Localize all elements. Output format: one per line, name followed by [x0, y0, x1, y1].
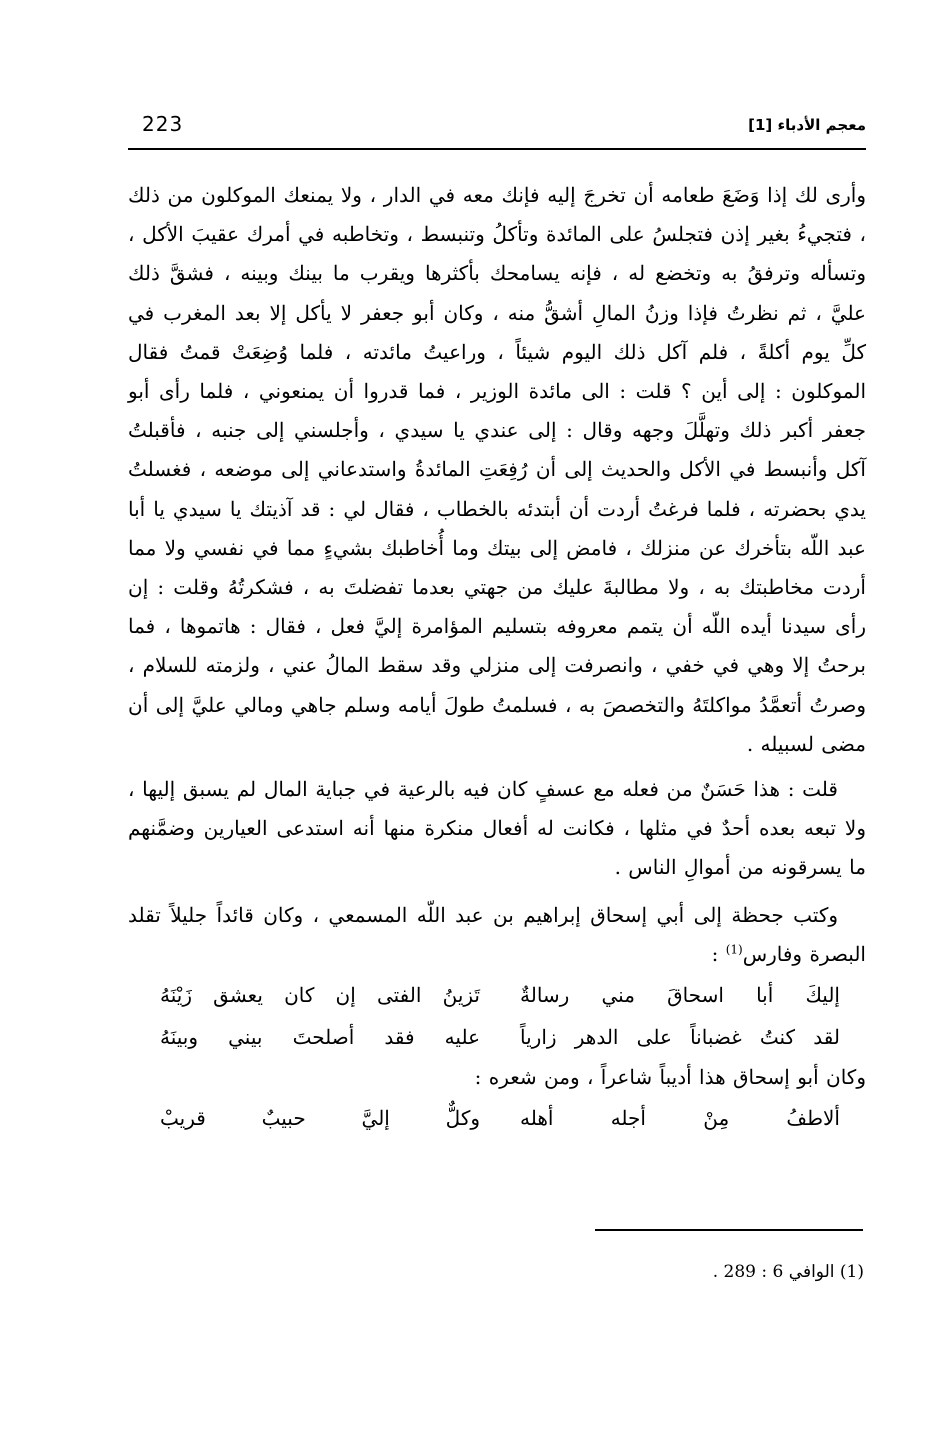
verse-2-second-hemistich: عليه فقد أصلحتَ بيني وبينَهُ	[160, 1025, 480, 1050]
page-number: 223	[142, 112, 184, 136]
paragraph-1: وأرى لك إذا وَضَعَ طعامه أن تخرجَ إليه فإنك معه في الدار ، ولا يمنعك الموكلون من ذلك ، فتجيءُ بغير إذن فتجلسُ على المائدة وتأكلُ وتنبسط ، وتخاطبه في أمرك عقيبَ الأكل ، وتسأله وترفقُ به وتخضع له ، فإنه يسامحك بأكثرها ويقرب ما بينك وبينه ، فشقَّ ذلك عليَّ ، ثم نظرتُ فإذا وزنُ المالِ أشقُّ منه ، وكان أبو جعفر لا يأكل إلا بعد المغرب في كلِّ يوم أكلةً ، فلم آكل ذلك اليوم شيئاً ، وراعيتُ مائدته ، فلما وُضِعَتْ قمتُ فقال الموكلون : إلى أين ؟ قلت : الى مائدة الوزير ، فما قدروا أن يمنعوني ، فلما رأى أبو جعفر أكبر ذلك وتهلَّلَ وجهه وقال : إلى عندي يا سيدي ، وأجلسني إلى جنبه ، فأقبلتُ آكل وأنبسط في الأكل والحديث إلى أن رُفِعَتِ المائدةُ واستدعاني إلى موضعه ، فغسلتُ يدي بحضرته ، فلما فرغتُ أردت أن أبتدئه بالخطاب ، فقال لي : قد آذيتك يا سيدي يا أبا عبد اللّه بتأخرك عن منزلك ، فامض إلى بيتك وما أُخاطبك بشيءٍ مما في نفسي ولا مما أردت مخاطبتك به ، ولا مطالبةَ عليك من جهتي بعدما تفضلتَ به ، فشكرتُهُ وقلت : إن رأى سيدنا أيده اللّه أن يتمم معروفه بتسليم المؤامرة إليَّ فعل ، فقال : هاتموها ، فما برحتُ إلا وهي في خفي ، وانصرفت إلى منزلي وقد سقط المالُ عني ، ولزمته للسلام ، وصرتُ أتعمَّدُ مواكلتَهُ والتخصصَ به ، فسلمتُ طولَ أيامه وسلم جاهي ومالي عليَّ إلى أن مضى لسبيله .	[128, 183, 867, 756]
verse-1-second-hemistich: تَزينُ الفتى إن كان يعشق زَيْنَهُ	[160, 983, 480, 1008]
verse-1-first-hemistich: إليكَ أبا اسحاقَ مني رسالةٌ	[520, 983, 840, 1008]
paragraph-4: وكان أبو إسحاق هذا أديباً شاعراً ، ومن شعره :	[474, 1065, 866, 1090]
paragraph-2: قلت : هذا حَسَنٌ من فعله مع عسفٍ كان فيه بالرعية في جباية المال لم يسبق إليها ، ولا تبعه بعده أحدٌ في مثلها ، فكانت له أفعال منكرة منها أنه استدعى العيارين وضمَّنهم ما يسرقونه من أموالِ الناس .	[128, 777, 866, 880]
verse-2-first-hemistich: لقد كنتُ غضباناً على الدهر زارياً	[520, 1025, 840, 1050]
paragraph-3	[128, 896, 866, 974]
verse-1	[128, 974, 840, 1016]
verse-3-second-hemistich: وكلٌّ إليَّ حبيبٌ قريبْ	[160, 1106, 480, 1131]
verse-3	[128, 1097, 840, 1139]
running-head: معجم الأدباء [1]	[748, 116, 866, 134]
verse-2	[128, 1016, 840, 1058]
page-header	[128, 112, 866, 148]
verse-3-first-hemistich: ألاطفُ مِنْ أجله أهله	[520, 1106, 840, 1131]
paragraph-3-text: وكتب جحظة إلى أبي إسحاق إبراهيم بن عبد اللّه المسمعي ، وكان قائداً جليلاً تقلد البصرة وفارس	[128, 902, 866, 966]
footnote: (1) الوافي 6 : 289 .	[712, 1262, 864, 1282]
footnote-rule	[595, 1229, 863, 1231]
header-rule	[128, 148, 866, 150]
paragraph-3-end: :	[711, 941, 726, 966]
footnote-marker: (1)	[725, 942, 743, 957]
body-text	[128, 176, 866, 1139]
